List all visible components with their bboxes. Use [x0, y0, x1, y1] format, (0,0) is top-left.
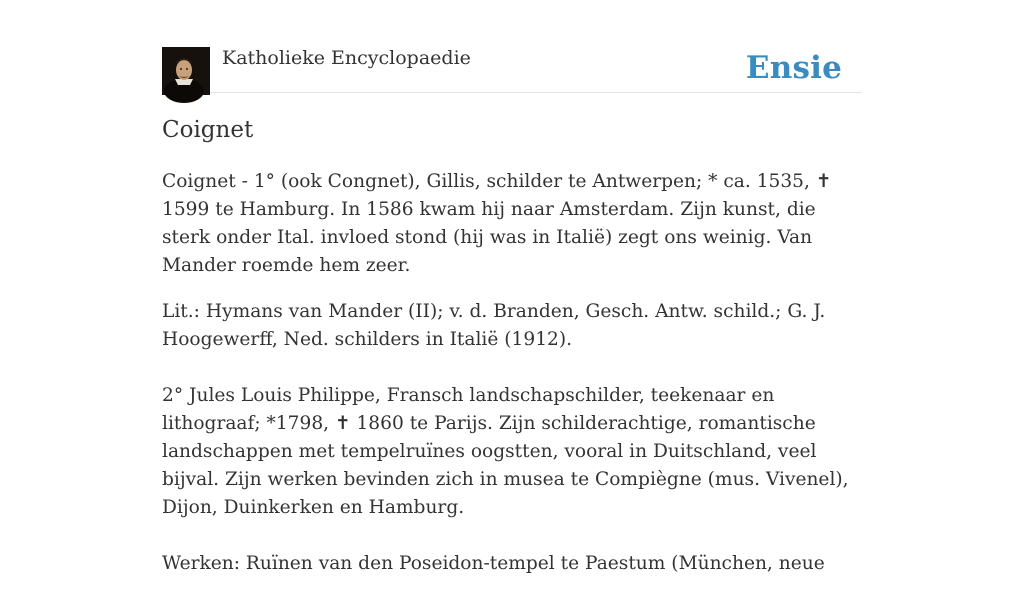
site-header	[162, 46, 862, 93]
paragraph-spacer	[162, 522, 862, 550]
paragraph-spacer	[162, 354, 862, 382]
site-name[interactable]: Katholieke Encyclopaedie	[222, 47, 471, 69]
article-paragraph: Werken: Ruïnen van den Poseidon-tempel te Paestum (München, neue	[162, 553, 825, 574]
portrait-icon	[162, 47, 210, 95]
article-paragraph: Coignet - 1° (ook Congnet), Gillis, schilder te Antwerpen; * ca. 1535, ✝ 1599 te Hamburg. In 1586 kwam hij naar Amsterdam. Zijn kunst, die sterk onder Ital. invloed stond (hij was in Italië) zegt ons weinig. Van Mander roemde hem zeer.	[162, 171, 832, 276]
page-title: Coignet	[162, 117, 254, 143]
encyclopedia-avatar[interactable]	[162, 47, 210, 95]
article-paragraph: 2° Jules Louis Philippe, Fransch landschapschilder, teekenaar en lithograaf; *1798, ✝ 1860 te Parijs. Zijn schilderachtige, romantische landschappen met tempelruïnes oogstten, vooral in Duitschland, veel bijval. Zijn werken bevinden zich in musea te Compiègne (mus. Vivenel), Dijon, Duinkerken en Hamburg.	[162, 385, 849, 518]
article-paragraph: Lit.: Hymans van Mander (II); v. d. Branden, Gesch. Antw. schild.; G. J. Hoogewerff, Ned. schilders in Italië (1912).	[162, 301, 826, 350]
brand-logo[interactable]: Ensie	[745, 50, 842, 86]
article-body	[162, 168, 862, 596]
